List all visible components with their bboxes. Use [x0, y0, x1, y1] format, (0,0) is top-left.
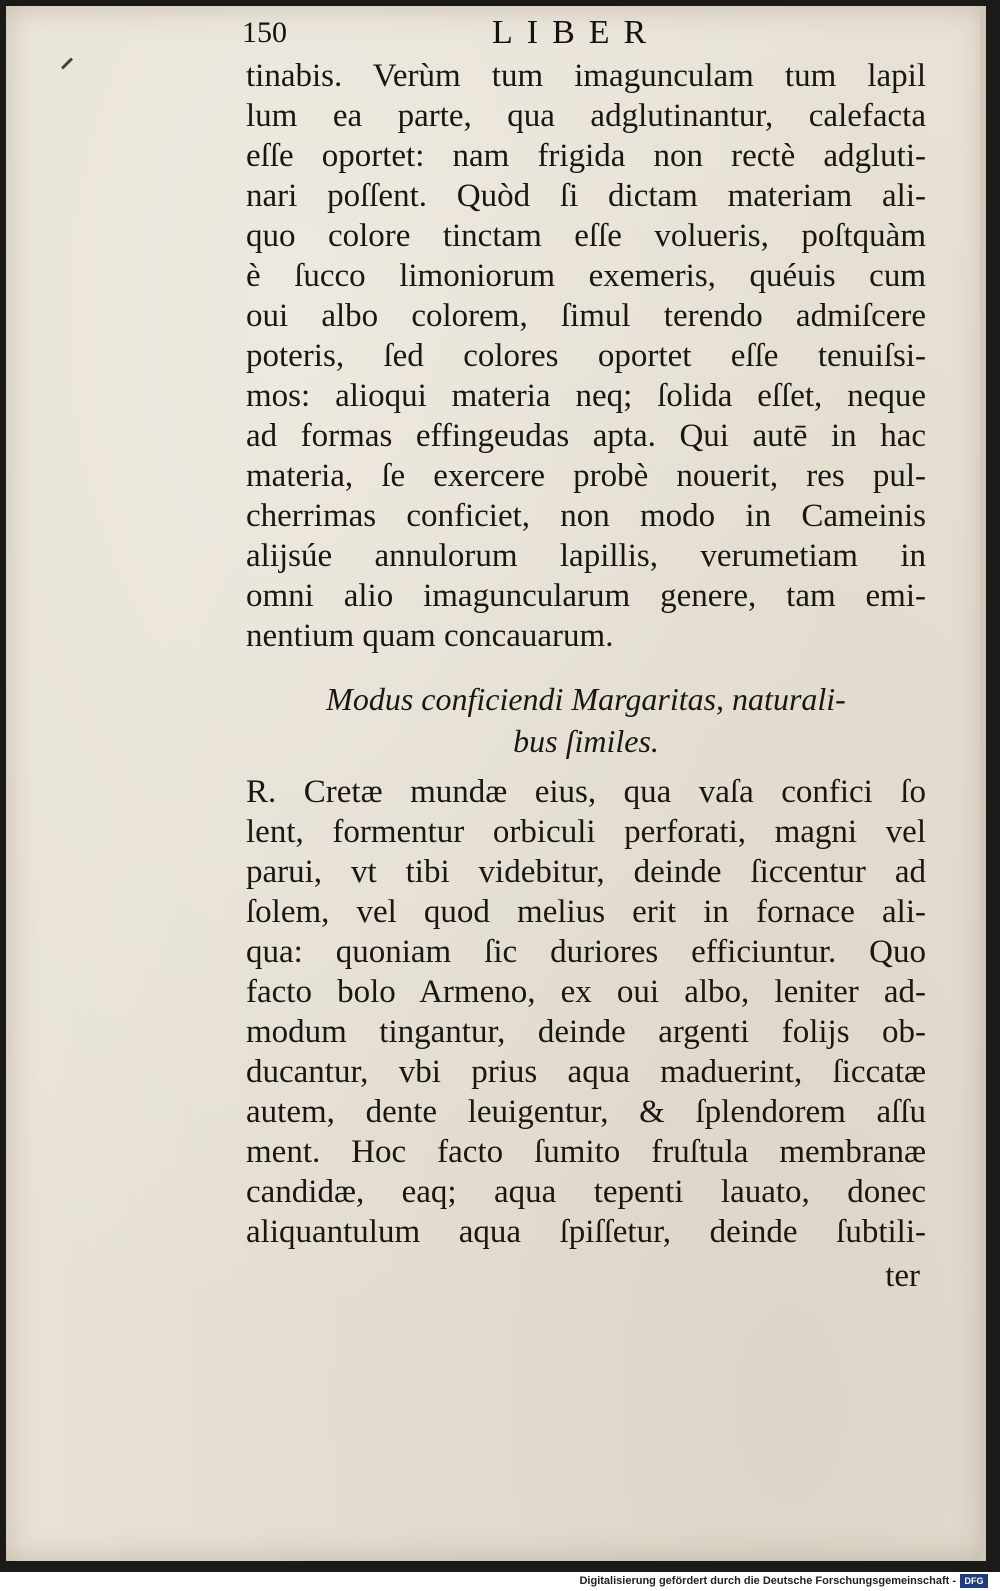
text-line: ment. Hoc facto ſumito fruſtula membranæ: [246, 1134, 926, 1170]
book-page: [6, 6, 986, 1561]
text-line: omni alio imaguncularum genere, tam emi-: [246, 578, 926, 614]
text-line: candidæ, eaq; aqua tepenti lauato, donec: [246, 1174, 926, 1210]
text-line: poteris, ſed colores oportet eſſe tenuiſsi-: [246, 338, 926, 374]
text-line: R. Cretæ mundæ eius, qua vaſa confici ſo: [246, 774, 926, 810]
text-line: lum ea parte, qua adglutinantur, calefacta: [246, 98, 926, 134]
catchword: ter: [885, 1258, 920, 1294]
footer-bar: [0, 1572, 1000, 1591]
margin-mark: [61, 57, 73, 69]
text-line: tinabis. Verùm tum imagunculam tum lapil: [246, 58, 926, 94]
text-line: facto bolo Armeno, ex oui albo, leniter ad-: [246, 974, 926, 1010]
section-heading: bus ſimiles.: [513, 723, 659, 759]
text-line: modum tingantur, deinde argenti folijs ob-: [246, 1014, 926, 1050]
text-line: nentium quam concauarum.: [246, 618, 614, 654]
text-line: alijsúe annulorum lapillis, verumetiam in: [246, 538, 926, 574]
text-line: mos: alioqui materia neq; ſolida eſſet, neque: [246, 378, 926, 414]
running-head: LIBER: [492, 14, 661, 51]
text-line: oui albo colorem, ſimul terendo admiſcere: [246, 298, 926, 334]
page-edge: [980, 6, 986, 1561]
funding-credit: Digitalisierung gefördert durch die Deutsche Forschungsgemeinschaft -: [579, 1575, 956, 1587]
section-heading: Modus conficiendi Margaritas, naturali-: [326, 681, 846, 717]
text-line: è ſucco limoniorum exemeris, quéuis cum: [246, 258, 926, 294]
dfg-logo: DFG: [960, 1574, 988, 1588]
text-line: qua: quoniam ſic duriores efficiuntur. Quo: [246, 934, 926, 970]
text-line: ad formas effingeudas apta. Qui autē in hac: [246, 418, 926, 454]
text-line: quo colore tinctam eſſe volueris, poſtquàm: [246, 218, 926, 254]
text-line: parui, vt tibi videbitur, deinde ſiccentur ad: [246, 854, 926, 890]
text-line: ducantur, vbi prius aqua maduerint, ſiccatæ: [246, 1054, 926, 1090]
text-line: aliquantulum aqua ſpiſſetur, deinde ſubtili-: [246, 1214, 926, 1250]
text-line: autem, dente leuigentur, & ſplendorem aſſu: [246, 1094, 926, 1130]
text-line: lent, formentur orbiculi perforati, magni vel: [246, 814, 926, 850]
text-line: materia, ſe exercere probè nouerit, res pul-: [246, 458, 926, 494]
text-line: cherrimas conficiet, non modo in Cameinis: [246, 498, 926, 534]
text-line: ſolem, vel quod melius erit in fornace ali-: [246, 894, 926, 930]
page-header: [242, 16, 712, 50]
page-number: 150: [242, 16, 287, 49]
text-line: eſſe oportet: nam frigida non rectè adgluti-: [246, 138, 926, 174]
text-line: nari poſſent. Quòd ſi dictam materiam ali-: [246, 178, 926, 214]
text-block: [246, 56, 926, 1252]
